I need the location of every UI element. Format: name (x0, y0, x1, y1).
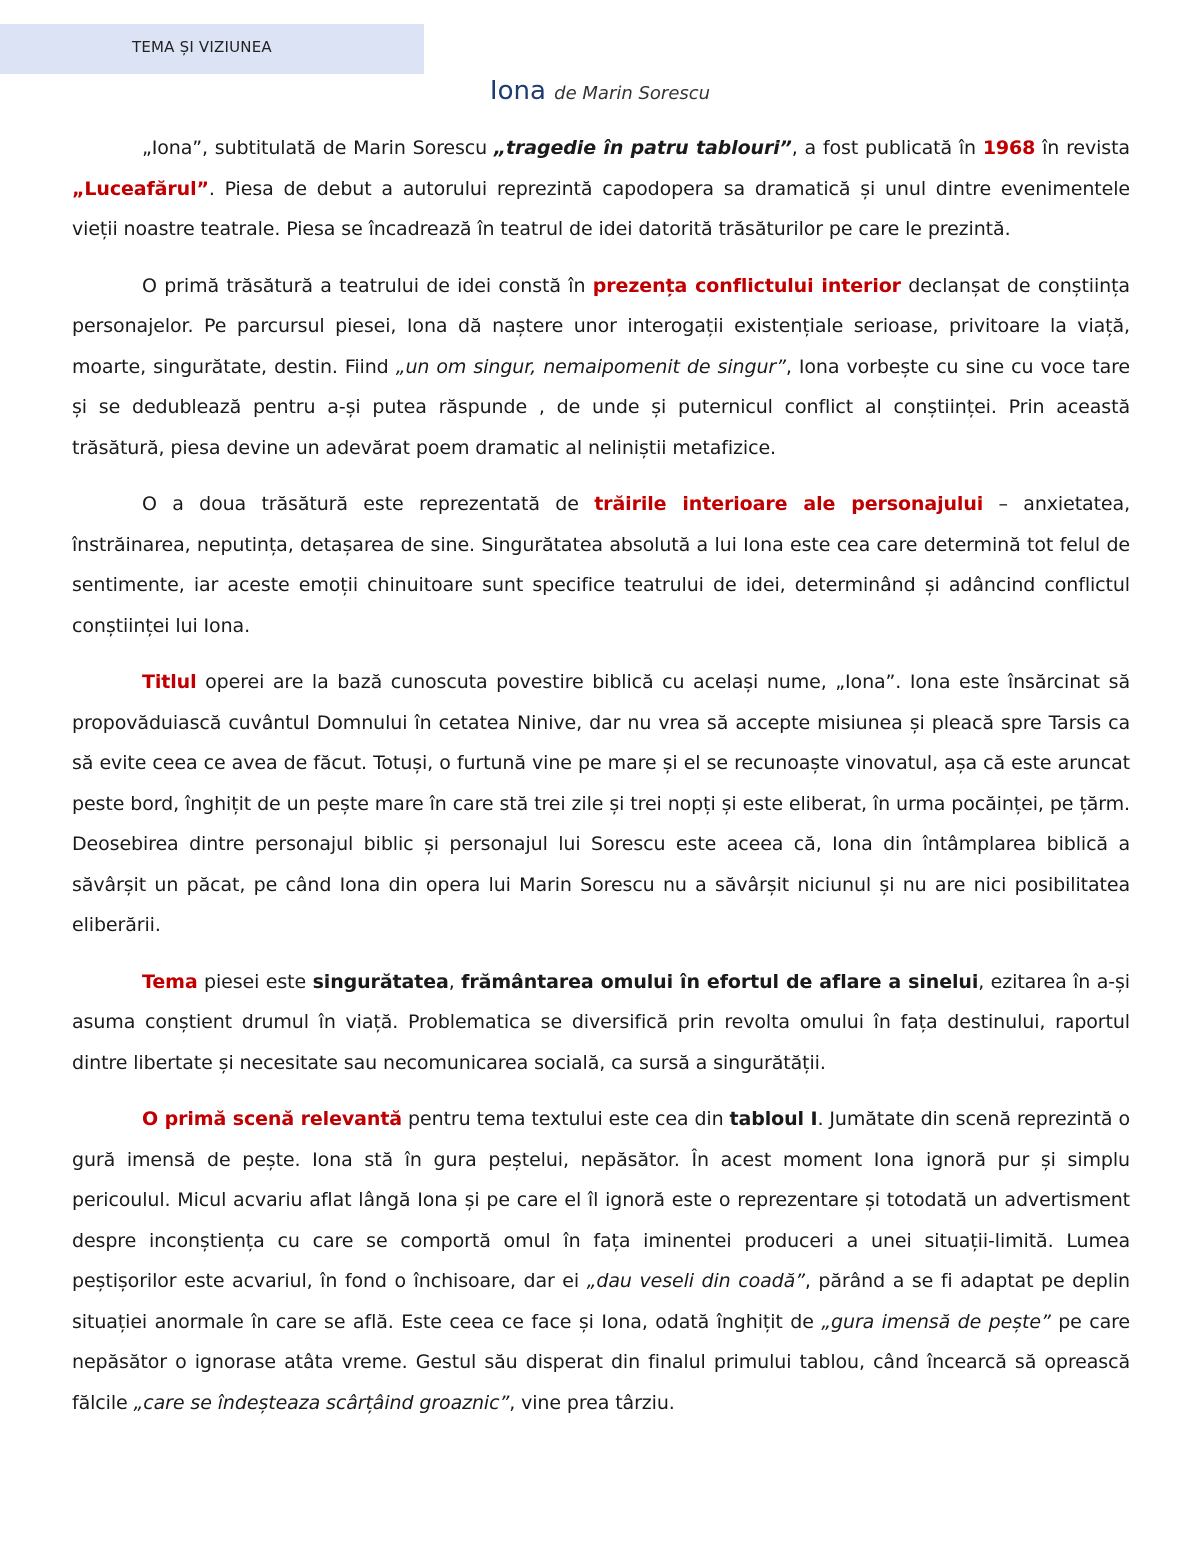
bold-framantarea: frământarea omului în efortul de aflare a sinelui (461, 970, 979, 993)
quote-singur: „un om singur, nemaipomenit de singur” (395, 355, 786, 378)
paragraph-theme: Tema piesei este singurătatea, frământarea omului în efortul de aflare a sinelui, ezitarea în a-și asuma conștient drumul în viață. Problematica se diversifică prin revolta omului în fața destinului, raportul dintre libertate și necesitate sau necomunicarea socială, ca sursă a singurătății. (72, 970, 1130, 1074)
paragraph-intro: „Iona”, subtitulată de Marin Sorescu „tragedie în patru tablouri”, a fost publicată în 1968 în revista „Luceafărul”. Piesa de debut a autorului reprezintă capodopera sa dramatică și unul dintre evenimentele vieții noastre teatrale. Piesa se încadrează în teatrul de idei datorită trăsăturilor pe care le prezintă. (72, 137, 1130, 240)
highlight-trairile: trăirile interioare ale personajului (594, 493, 984, 515)
paragraph-first-trait: O primă trăsătură a teatrului de idei constă în prezența conflictului interior declanșat de conștiința personajelor. Pe parcursul piesei, Iona dă naștere unor interogații existențiale serioase, privitoare la viață, moarte, singurătate, destin. Fiind „un om singur, nemaipomenit de singur”, Iona vorbește cu sine cu voce tare și se dedublează pentru a-și putea răspunde , de unde și puternicul conflict al conștiinței. Prin această trăsătură, piesa devine un adevărat poem dramatic al neliniștii metafizice. (72, 274, 1130, 459)
title-subtitle: de Marin Sorescu (554, 83, 711, 104)
quote-dau-veseli: „dau veseli din coadă” (586, 1270, 805, 1292)
bold-singuratatea: singurătatea (312, 970, 449, 993)
highlight-conflict: prezența conflictului interior (592, 274, 901, 297)
highlight-titlul: Titlul (142, 671, 197, 693)
paragraph-second-trait: O a doua trăsătură este reprezentată de trăirile interioare ale personajului – anxietatea, înstrăinarea, neputința, detașarea de sine. Singurătatea absolută a lui Iona este cea care determină tot felul de sentimente, iar aceste emoții chinuitoare sunt specifice teatrului de idei, determinând și adâncind conflictul conștiinței lui Iona. (72, 493, 1131, 637)
highlight-tema: Tema (142, 970, 198, 993)
magazine-name: „Luceafărul” (72, 177, 209, 200)
page-title (0, 76, 1200, 106)
quote-gura-imensa: „gura imensă de pește” (821, 1310, 1051, 1333)
paragraph-first-scene: O primă scenă relevantă pentru tema textului este cea din tabloul I. Jumătate din scenă reprezintă o gură imensă de pește. Iona stă în gura peștelui, nepăsător. În acest moment Iona ignoră pur și simplu pericoulul. Micul acvariu aflat lângă Iona și pe care el îl ignoră este o reprezentare și totodată un advertisment despre inconștiența cu care se comportă omul în fața iminentei produceri a unei situații-limită. Lumea peștișorilor este acvariul, în fond o închisoare, dar ei „dau veseli din coadă”, părând a se fi adaptat pe deplin situației anormale în care se află. Este ceea ce face și Iona, odată înghițit de „gura imensă de pește” pe care nepăsător o ignorase atâta vreme. Gestul său disperat din finalul primului tablou, când încearcă să oprească fălcile „care se îndeșteaza scârțâind groaznic”, vine prea târziu. (72, 1108, 1130, 1414)
section-header-band (0, 24, 424, 74)
document-body (72, 128, 1130, 1439)
subtitle-quote: „tragedie în patru tablouri” (493, 137, 792, 159)
bold-tabloul: tabloul I (729, 1108, 818, 1130)
title-main: Iona (489, 76, 546, 106)
quote-falcile: „care se îndeșteaza scârțâind groaznic” (133, 1391, 510, 1414)
section-label: TEMA ȘI VIZIUNEA (132, 38, 272, 56)
highlight-first-scene: O primă scenă relevantă (142, 1108, 403, 1130)
publication-year: 1968 (982, 137, 1036, 159)
paragraph-title-analysis: Titlul operei are la bază cunoscuta povestire biblică cu același nume, „Iona”. Iona este însărcinat să propovăduiască cuvântul Domnului în cetatea Ninive, dar nu vrea să accepte misiunea și pleacă spre Tarsis ca să evite ceea ce avea de făcut. Totuși, o furtună vine pe mare și el se recunoaște vinovatul, așa că este aruncat peste bord, înghițit de un pește mare în care stă trei zile și trei nopți și este eliberat, în urma pocăinței, pe țărm. Deosebirea dintre personajul biblic și personajul lui Sorescu este aceea că, Iona din întâmplarea biblică a săvârșit un păcat, pe când Iona din opera lui Marin Sorescu nu a săvârșit niciunul și nu are nici posibilitatea eliberării. (72, 671, 1130, 936)
